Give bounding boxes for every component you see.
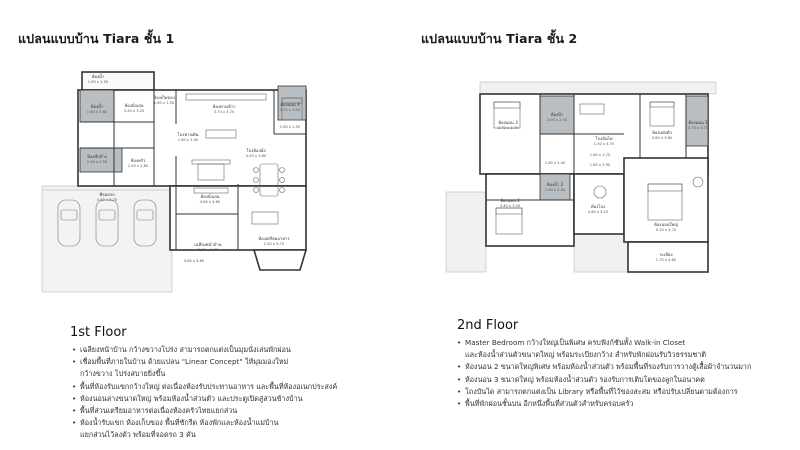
f2-room-size: 1.80 x 2.40 (544, 161, 566, 165)
f1-room-name: โถงทางเดิน (177, 132, 199, 137)
f2-room-size: 4.80 x 5.10 (587, 210, 609, 214)
f2-room-size: 2.00 x 2.50 (546, 118, 568, 122)
f1-room-size: 1.60 x 1.50 (279, 125, 301, 129)
f2-room-name: ห้องแต่งตัว (652, 130, 672, 135)
f2-room-size: 5.20 x 4.70 (655, 228, 677, 232)
f1-room-name: โถงห้องนั่ง (246, 148, 266, 153)
f1-room-size: 3.70 x 5.70 (213, 110, 235, 114)
f1-room-size: 1.60 x 2.50 (87, 80, 109, 84)
f1-room-name: ห้องนั่งเล่น (200, 194, 220, 199)
f1-room-name: ห้องครัว (130, 158, 146, 163)
f2-room-size: 3.70 x 3.70 (687, 126, 709, 130)
f1-room-name: ห้องนอน 4 (280, 102, 300, 107)
f1-room-size: 4.60 x 4.80 (199, 200, 221, 204)
f1-room-size: 1.60 x 1.50 (153, 101, 175, 105)
floor1-bullet: • พื้นที่ห้องรับแขกกว้างใหญ่ ต่อเนื่องห้องรับประทานอาหาร และพื้นที่ห้องอเนกประสงค์ (72, 381, 337, 393)
floor1-bullet: • เฉลียงหน้าบ้าน กว้างขวางโปร่ง สามารถตกแต่งเป็นมุมนั่งเล่นพักผ่อน (72, 344, 337, 356)
floor2-bullet: • Master Bedroom กว้างใหญ่เป็นพิเศษ ครบฟังก์ชันทั้ง Walk-in Closet (457, 337, 751, 349)
f1-room-name: ห้องเตรียมอาหาร (258, 236, 290, 241)
f2-room-size: 3.70 x 3.70 (497, 126, 519, 130)
floor2-bullet: • พื้นที่พักผ่อนชั้นบน อีกหนึ่งพื้นที่ส่วนตัวสำหรับครอบครัว (457, 398, 751, 410)
floor1-title: แปลนแบบบ้าน Tiara ชั้น 1 (18, 31, 175, 46)
floor1-bullet: • ห้องน้ำรับแขก ห้องเก็บของ พื้นที่ซักรีด ห้องพักและห้องน้ำแม่บ้าน (72, 417, 337, 429)
f1-room-name: ห้องน้ำ (91, 74, 105, 79)
f2-room-name: ห้องน้ำ (550, 112, 564, 117)
floor2-bullet: • ห้องนอน 2 ขนาดใหญ่พิเศษ พร้อมห้องน้ำส่วนตัว พร้อมพื้นที่รองรับการวางตู้เสื้อผ้าจำนวนมาก (457, 361, 751, 373)
f1-room-name: เฉลียงหน้าบ้าน (194, 242, 222, 247)
floor2-bullet: • ห้องนอน 3 ขนาดใหญ่ พร้อมห้องน้ำส่วนตัว รองรับการเติบโตของลูกในอนาคต (457, 374, 751, 386)
f1-room-size: 2.40 x 2.50 (86, 160, 108, 164)
floor2-title: แปลนแบบบ้าน Tiara ชั้น 2 (421, 31, 578, 46)
f2-room-size: 3.40 x 3.50 (499, 204, 521, 208)
floor1-heading: 1st Floor (70, 325, 127, 340)
f1-room-size: 2.50 x 2.80 (127, 164, 149, 168)
f1-room-size: 3.60 x 4.80 (183, 259, 205, 263)
floor2-plan (440, 74, 730, 284)
f2-room-name: ห้องน้ำ 2 (546, 182, 564, 187)
f1-room-size: 1.60 x 2.80 (86, 110, 108, 114)
f2-room-size: 3.60 x 3.60 (651, 136, 673, 140)
floor1-plan (38, 64, 334, 296)
floor1-bullet: • พื้นที่ส่วนเตรียมอาหารต่อเนื่องห้องครัวไทยแยกส่วน (72, 405, 337, 417)
f1-room-name: ห้องนั่งเล่น (124, 103, 144, 108)
f2-room-size: 1.60 x 1.70 (589, 153, 611, 157)
f1-room-size: 2.20 x 4.70 (197, 248, 219, 252)
f2-room-name: ห้องนอน 1 (688, 120, 708, 125)
f1-room-name: ห้องน้ำ (90, 104, 104, 109)
f1-room-size: 1.80 x 1.40 (177, 138, 199, 142)
f1-room-size: 4.50 x 3.80 (245, 154, 267, 158)
f2-room-size: 1.50 x 2.50 (544, 188, 566, 192)
f2-room-name: ระเบียง (659, 252, 673, 257)
f2-room-size: 1.70 x 4.60 (655, 258, 677, 262)
f2-room-name: ห้องนอนใหญ่ (654, 222, 678, 227)
f1-room-name: ที่จอดรถ (99, 192, 115, 197)
f2-room-size: 1.80 x 2.90 (589, 163, 611, 167)
f1-room-size: 3.20 x 3.20 (123, 109, 145, 113)
f1-room-size: 2.40 x 5.70 (263, 242, 285, 246)
f2-room-name: ห้องโถง (590, 204, 606, 209)
f1-room-size: 4.80 x 8.20 (96, 198, 118, 202)
f1-room-name: ห้องทานข้าว (212, 104, 236, 109)
f2-room-size: 1.50 x 4.70 (593, 142, 615, 146)
floor1-bullet-list (72, 344, 337, 442)
f2-room-name: ห้องนอน 3 (498, 120, 518, 125)
floor2-bullet-continuation: และห้องน้ำส่วนตัวขนาดใหญ่ พร้อมระเบียงกว้าง สำหรับพักผ่อนรับวิวธรรมชาติ (465, 350, 707, 360)
f1-room-name: ห้องซักล้าง (87, 154, 107, 159)
f2-room-name: โถงบันได (595, 136, 613, 141)
floor1-bullet-continuation: กว้างขวาง โปร่งสบายยิ่งขึ้น (80, 369, 166, 379)
f2-room-name: ห้องนอน 2 (500, 198, 520, 203)
f1-room-size: 3.70 x 3.50 (279, 108, 301, 112)
f1-room-name: ห้องเก็บของ (153, 95, 175, 100)
floor1-bullet: • เชื่อมพื้นที่ภายในบ้าน ด้วยแปลน "Linear Concept" ให้มุมมองใหม่ (72, 356, 337, 368)
floor1-bullet-continuation: แยกส่วนไว้ลงตัว พร้อมที่จอดรถ 3 คัน (80, 430, 196, 440)
floor2-heading: 2nd Floor (457, 318, 519, 333)
floor2-bullet-list (457, 337, 751, 410)
floor1-bullet: • ห้องนอนล่างขนาดใหญ่ พร้อมห้องน้ำส่วนตัว และประตูเปิดสู่สวนข้างบ้าน (72, 393, 337, 405)
floor2-bullet: • โถงบันได สามารถตกแต่งเป็น Library หรือพื้นที่ไว้ของสะสม หรือปรับเปลี่ยนตามต้องการ (457, 386, 751, 398)
